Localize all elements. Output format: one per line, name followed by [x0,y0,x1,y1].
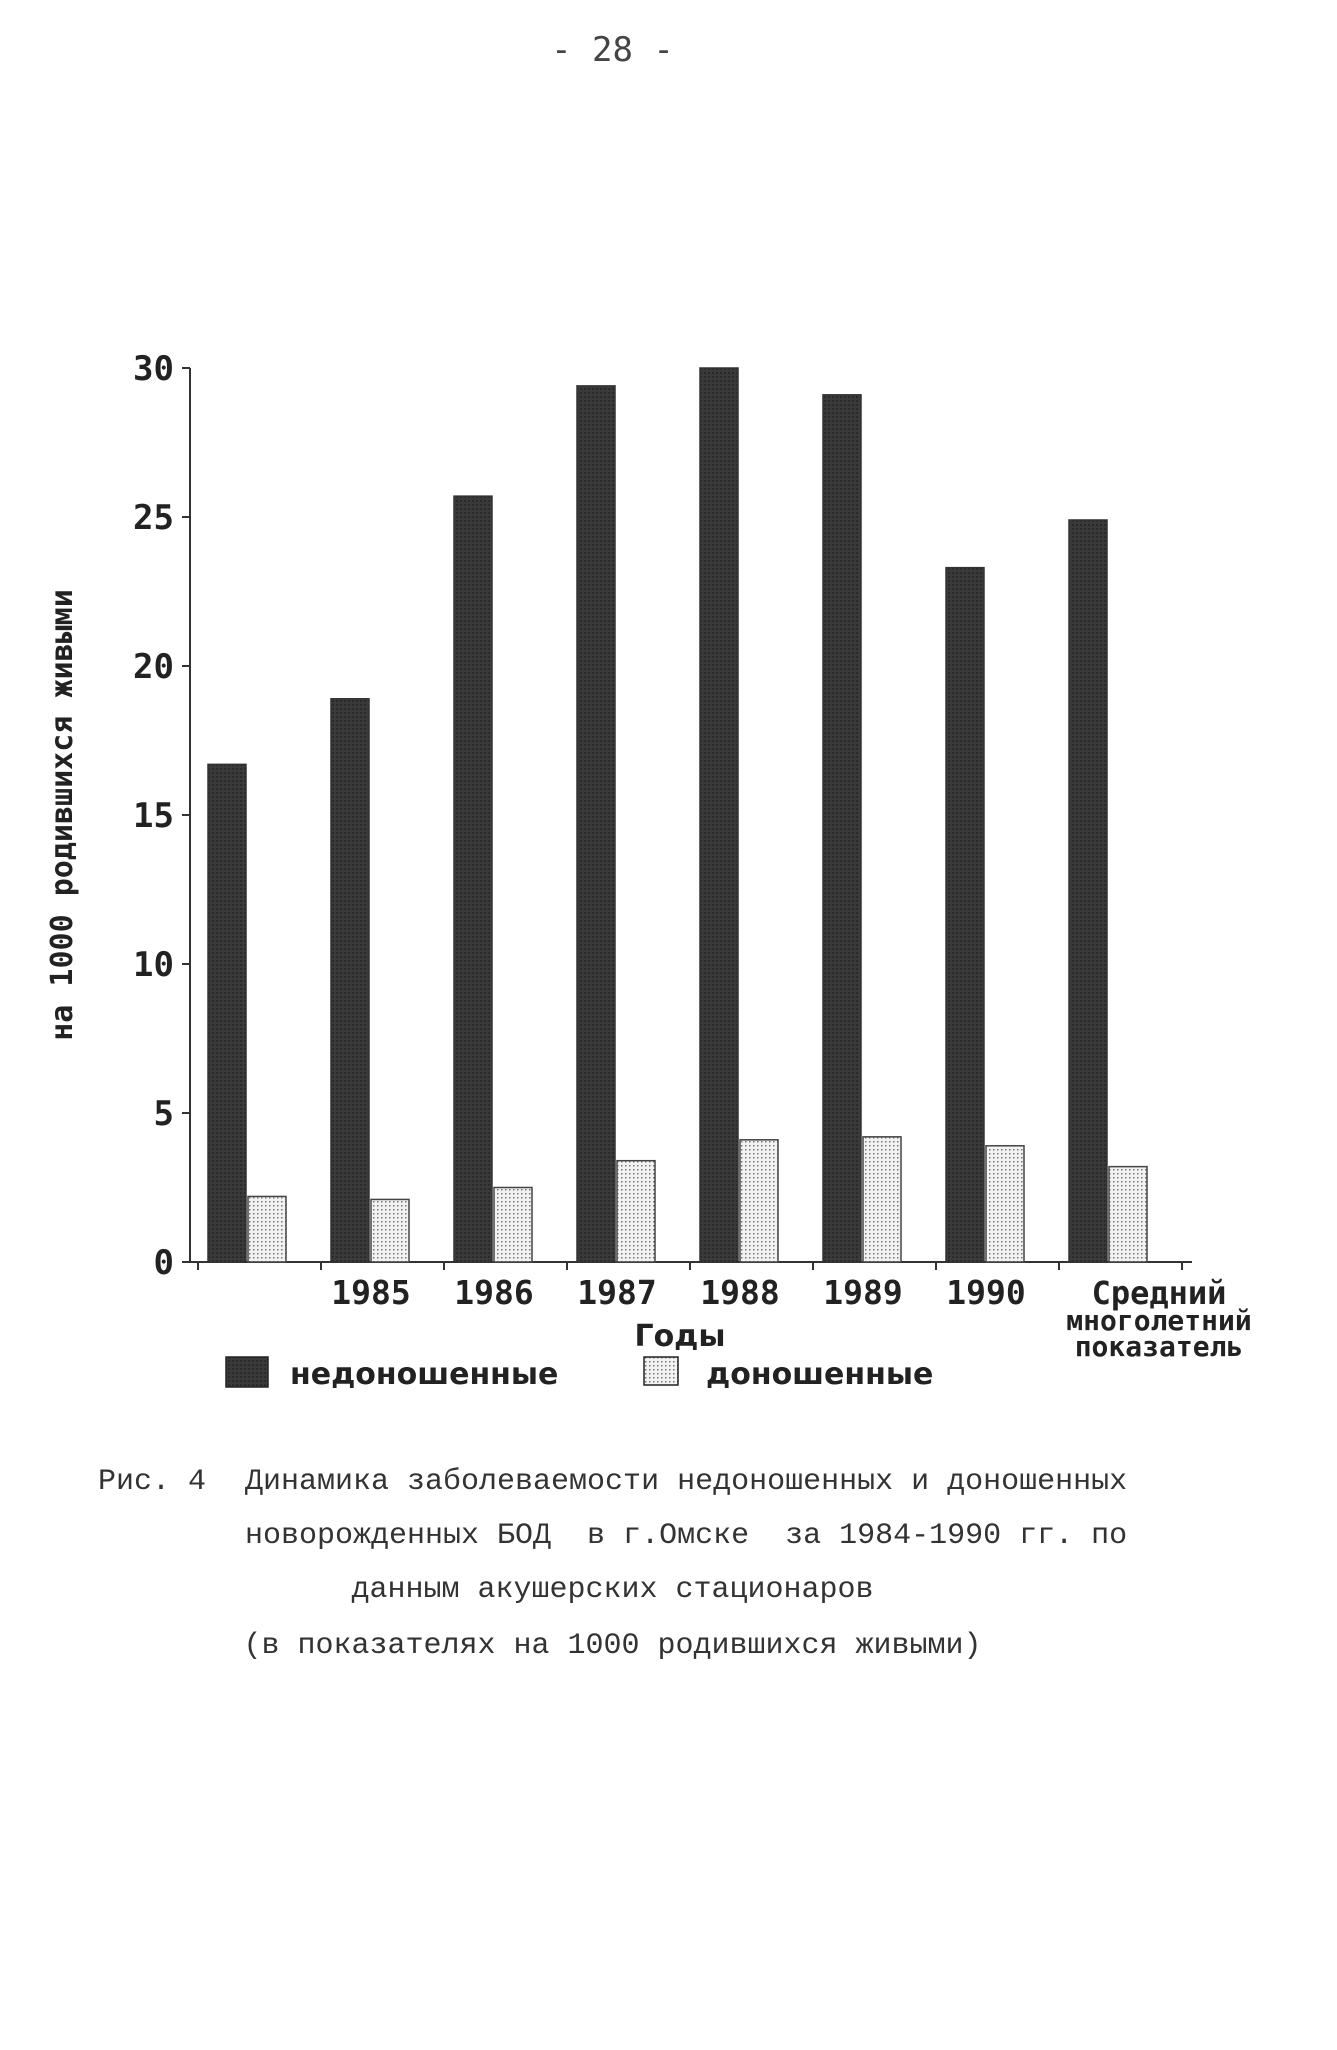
bar-chart [0,300,1337,1420]
x-tick-label-7: Средний многолетний показатель [1066,1274,1252,1363]
bar-premature-5 [823,395,861,1262]
y-tick-label-0: 0 [153,1243,174,1283]
bar-fullterm-0 [248,1196,286,1262]
x-tick-label-5: 1989 [823,1273,903,1312]
y-tick-label-5: 25 [133,498,174,538]
bar-fullterm-5 [863,1137,901,1262]
chart-bars [208,368,1147,1262]
x-tick-label-4: 1988 [700,1273,780,1312]
bar-premature-6 [946,568,984,1262]
bar-fullterm-7 [1109,1167,1147,1262]
bar-fullterm-3 [617,1161,655,1262]
bar-premature-1 [331,699,369,1262]
caption-line-4: (в показателях на 1000 родившихся живыми) [243,1629,982,1663]
caption-label: Рис. 4 [98,1465,207,1499]
legend-swatch-premature [226,1357,268,1387]
x-tick-label-6: 1990 [946,1273,1026,1312]
caption-line-3: данным акушерских стационаров [351,1573,874,1607]
page-number: - 28 - [551,30,674,70]
y-axis-label: на 1000 родившихся живыми [45,589,80,1041]
y-tick-label-4: 20 [133,647,174,687]
x-tick-label-1: 1985 [331,1273,411,1312]
caption-line-2: новорожденных БОД в г.Омске за 1984-1990 гг. по [245,1519,1128,1553]
y-tick-label-6: 30 [133,349,174,389]
x-tick-label-2: 1986 [454,1273,534,1312]
y-tick-label-3: 15 [133,796,174,836]
bar-premature-7 [1069,520,1107,1262]
legend-swatch-fullterm [644,1357,678,1385]
bar-premature-3 [577,386,615,1262]
bar-fullterm-2 [494,1188,532,1263]
caption-line-1: Динамика заболеваемости недоношенных и доношенных [245,1465,1128,1499]
bar-fullterm-6 [986,1146,1024,1262]
x-tick-label-3: 1987 [577,1273,657,1312]
bar-premature-0 [208,764,246,1262]
bar-premature-2 [454,496,492,1262]
legend-label-premature: недоношенные [290,1357,559,1392]
bar-fullterm-1 [371,1199,409,1262]
bar-fullterm-4 [740,1140,778,1262]
y-tick-label-1: 5 [153,1094,174,1134]
chart-legend [226,1357,933,1392]
bar-premature-4 [700,368,738,1262]
x-axis-label: Годы [634,1319,726,1354]
legend-label-fullterm: доношенные [706,1357,934,1392]
y-tick-label-2: 10 [133,945,174,985]
